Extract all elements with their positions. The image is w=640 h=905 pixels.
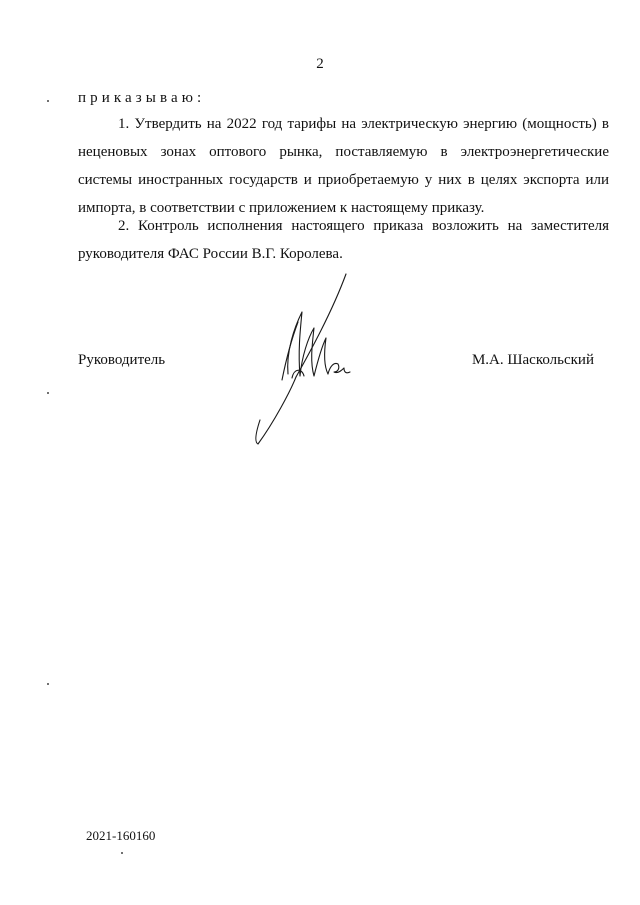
document-number: 2021-160160 [86, 828, 156, 843]
paragraph-2: 2. Контроль исполнения настоящего приказа возложить на заместителя руководителя ФАС России В.Г. Королева. [78, 218, 609, 262]
scan-speck [47, 392, 49, 394]
signatory-name: М.А. Шаскольский [471, 352, 594, 368]
scan-speck [47, 100, 49, 102]
signatory-role: Руководитель [78, 352, 166, 368]
scan-speck [121, 852, 123, 854]
page-number: 2 [316, 56, 324, 72]
handwritten-signature [240, 272, 360, 452]
paragraph-1: 1. Утвердить на 2022 год тарифы на электрическую энергию (мощность) в неценовых зонах оптового рынка, поставляемую в электроэнергетические системы иностранных государств и приобретаемую у них в целях экспорта или импорта, в соответствии с приложением к настоящему приказу. [78, 116, 609, 216]
order-word: приказываю: [78, 90, 206, 106]
scan-speck [47, 683, 49, 685]
